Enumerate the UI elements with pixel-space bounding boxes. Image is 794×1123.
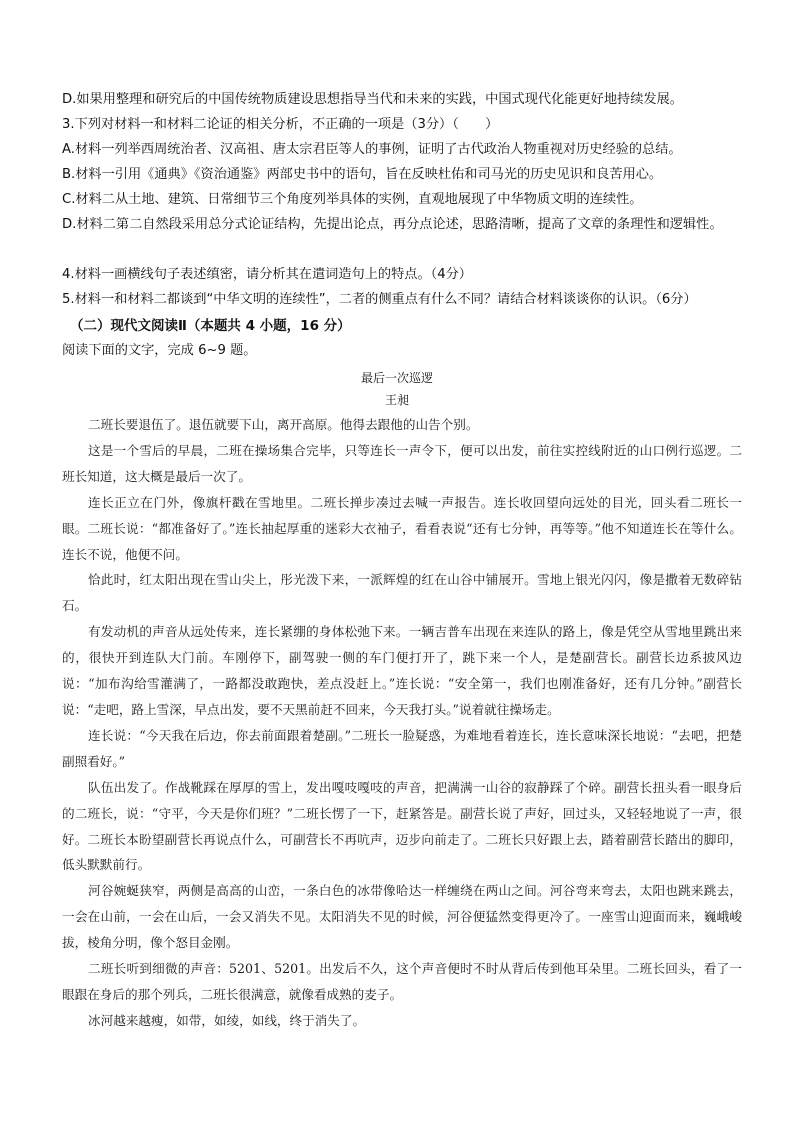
section-instruction: 阅读下面的文字，完成 6~9 题。	[62, 343, 257, 358]
story-paragraph: 连长说：“今天我在后边，你去前面跟着楚副。”二班长一脸疑惑，为难地看着连长，连长意味深长地说：“去吧，把楚副照看好。”	[62, 727, 742, 769]
story-paragraph: 连长正立在门外，像旗杆戳在雪地里。二班长掸步凑过去喊一声报告。连长收回望向远处的目光，回头看二班长一眼。二班长说：“都准备好了。”连长抽起厚重的迷彩大衣袖子，看看表说“还有七分钟，再等等。”他不知道连长在等什么。连长不说，他便不问。	[62, 494, 742, 562]
story-paragraph: 二班长听到细微的声音：5201、5201。出发后不久，这个声音便时不时从背后传到他耳朵里。二班长回头，看了一眼跟在身后的那个列兵，二班长很满意，就像看成熟的麦子。	[62, 961, 742, 1002]
story-paragraph: 这是一个雪后的早晨，二班在操场集合完毕，只等连长一声令下，便可以出发，前往实控线附近的山口例行巡逻。二班长知道，这大概是最后一次了。	[62, 442, 742, 484]
story-paragraph: 冰河越来越瘦，如带，如绫，如线，终于消失了。	[88, 1012, 366, 1028]
story-paragraph: 二班长要退伍了。退伍就要下山，离开高原。他得去跟他的山告个别。	[88, 417, 479, 432]
question-4: 4.材料一画横线句子表述缜密，请分析其在遣词造句上的特点。（4分）	[62, 267, 472, 282]
story-paragraph: 队伍出发了。作战靴踩在厚厚的雪上，发出嘎吱嘎吱的声音，把满满一山谷的寂静踩了个碎。副营长扭头看一眼身后的二班长，说：“守平，今天是你们班？”二班长愣了一下，赶紧答是。副营长说了声好，回过头，又轻轻地说了一声，很好。二班长本盼望副营长再说点什么，可副营长不再吭声，迈步向前走了。二班长只好跟上去，踏着副营长踏出的脚印，低头默默前行。	[62, 779, 742, 873]
story-title: 最后一次巡逻	[360, 371, 433, 385]
story-paragraph: 河谷婉蜒狭窄，两侧是高高的山峦，一条白色的冰带像哈达一样缠绕在两山之间。河谷弯来弯去，太阳也跳来跳去，一会在山前，一会在山后，一会又消失不见。太阳消失不见的时候，河谷便猛然变得更冷了。一座雪山迎面而来，巍峨峻拔，棱角分明，像个怒目金刚。	[62, 883, 742, 951]
question-3-option-d: D.材料二第二自然段采用总分式论证结构，先提出论点，再分点论述，思路清晰，提高了文章的条理性和逻辑性。	[62, 217, 723, 232]
question-3-option-b: B.材料一引用《通典》《资治通鉴》两部史书中的语句，旨在反映杜佑和司马光的历史见识和良苦用心。	[62, 167, 663, 182]
question-5: 5.材料一和材料二都谈到“中华文明的连续性”，二者的侧重点有什么不同？请结合材料谈谈你的认识。（6分）	[62, 292, 697, 307]
question-3-option-a: A.材料一列举西周统治者、汉高祖、唐太宗君臣等人的事例，证明了古代政治人物重视对历史经验的总结。	[62, 142, 682, 157]
story-paragraph: 有发动机的声音从远处传来，连长紧绷的身体松弛下来。一辆吉普车出现在来连队的路上，像是凭空从雪地里跳出来的，很快开到连队大门前。车刚停下，副驾驶一侧的车门便打开了，跳下来一个人，是楚副营长。副营长边系披风边说：“加布沟给雪灌满了，一路都没敢跑快，差点没赶上。”连长说：“安全第一，我们也刚准备好，还有几分钟。”副营长说：“走吧，路上雪深，早点出发，要不天黑前赶不回来，今天我打头。”说着就往操场走。	[62, 624, 742, 717]
section-heading: （二）现代文阅读Ⅱ（本题共 4 小题，16 分）	[70, 318, 351, 334]
option-d-previous: D.如果用整理和研究后的中国传统物质建设思想指导当代和未来的实践，中国式现代化能更好地持续发展。	[62, 92, 683, 107]
question-3-option-c: C.材料二从土地、建筑、日常细节三个角度列举具体的实例，直观地展现了中华物质文明的连续性。	[62, 192, 643, 207]
story-author: 王昶	[384, 393, 409, 407]
story-body	[62, 412, 742, 1034]
question-3-stem: 3.下列对材料一和材料二论证的相关分析，不正确的一项是（3分）（ ）	[62, 117, 499, 132]
story-paragraph: 恰此时，红太阳出现在雪山尖上，彤光泼下来，一派辉煌的红在山谷中铺展开。雪地上银光闪闪，像是撒着无数碎钻石。	[62, 572, 742, 614]
